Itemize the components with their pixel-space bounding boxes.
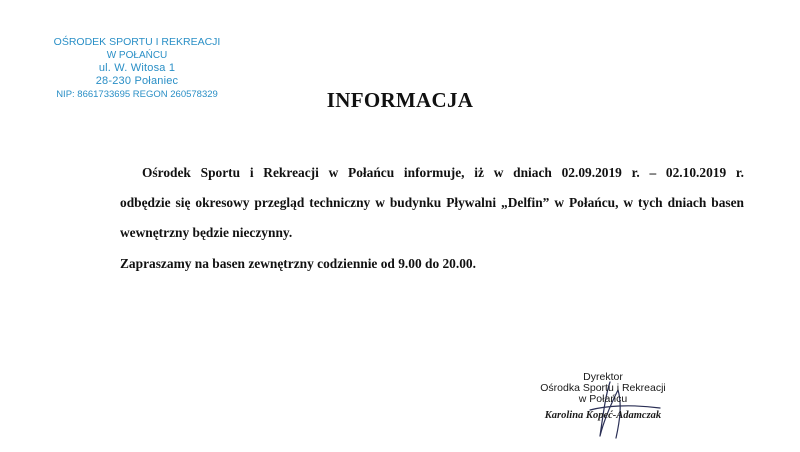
signature-name: Karolina Kopeć-Adamczak — [544, 410, 662, 421]
signature-org-city: w Połańcu — [578, 393, 628, 405]
document-body — [120, 158, 744, 274]
signature-block — [528, 372, 678, 421]
stamp-postal: 28-230 Połaniec — [95, 75, 179, 87]
stamp-org-name: OŚRODEK SPORTU I REKREACJI — [53, 36, 221, 48]
document-title: INFORMACJA — [326, 88, 474, 112]
announcement-first-line: Ośrodek Sportu i Rekreacji w Połańcu informuje, iż w dniach 02.09.2019 r. – 02.10.2019 r. — [142, 165, 744, 180]
announcement-continuation: odbędzie się okresowy przegląd techniczny w budynku Pływalni „Delfin” w Połańcu, w tych dniach basen wewnętrzny będzie nieczynny. — [120, 195, 744, 240]
stamp-tax-ids: NIP: 8661733695 REGON 260578329 — [56, 89, 218, 100]
invitation-paragraph: Zapraszamy na basen zewnętrzny codziennie od 9.00 do 20.00. — [120, 256, 476, 271]
signature-role: Dyrektor — [583, 371, 623, 383]
signature-org: Ośrodka Sportu i Rekreacji — [540, 382, 666, 394]
announcement-paragraph — [120, 158, 744, 248]
stamp-street: ul. W. Witosa 1 — [98, 62, 176, 74]
stamp-org-city: W POŁAŃCU — [106, 50, 168, 61]
